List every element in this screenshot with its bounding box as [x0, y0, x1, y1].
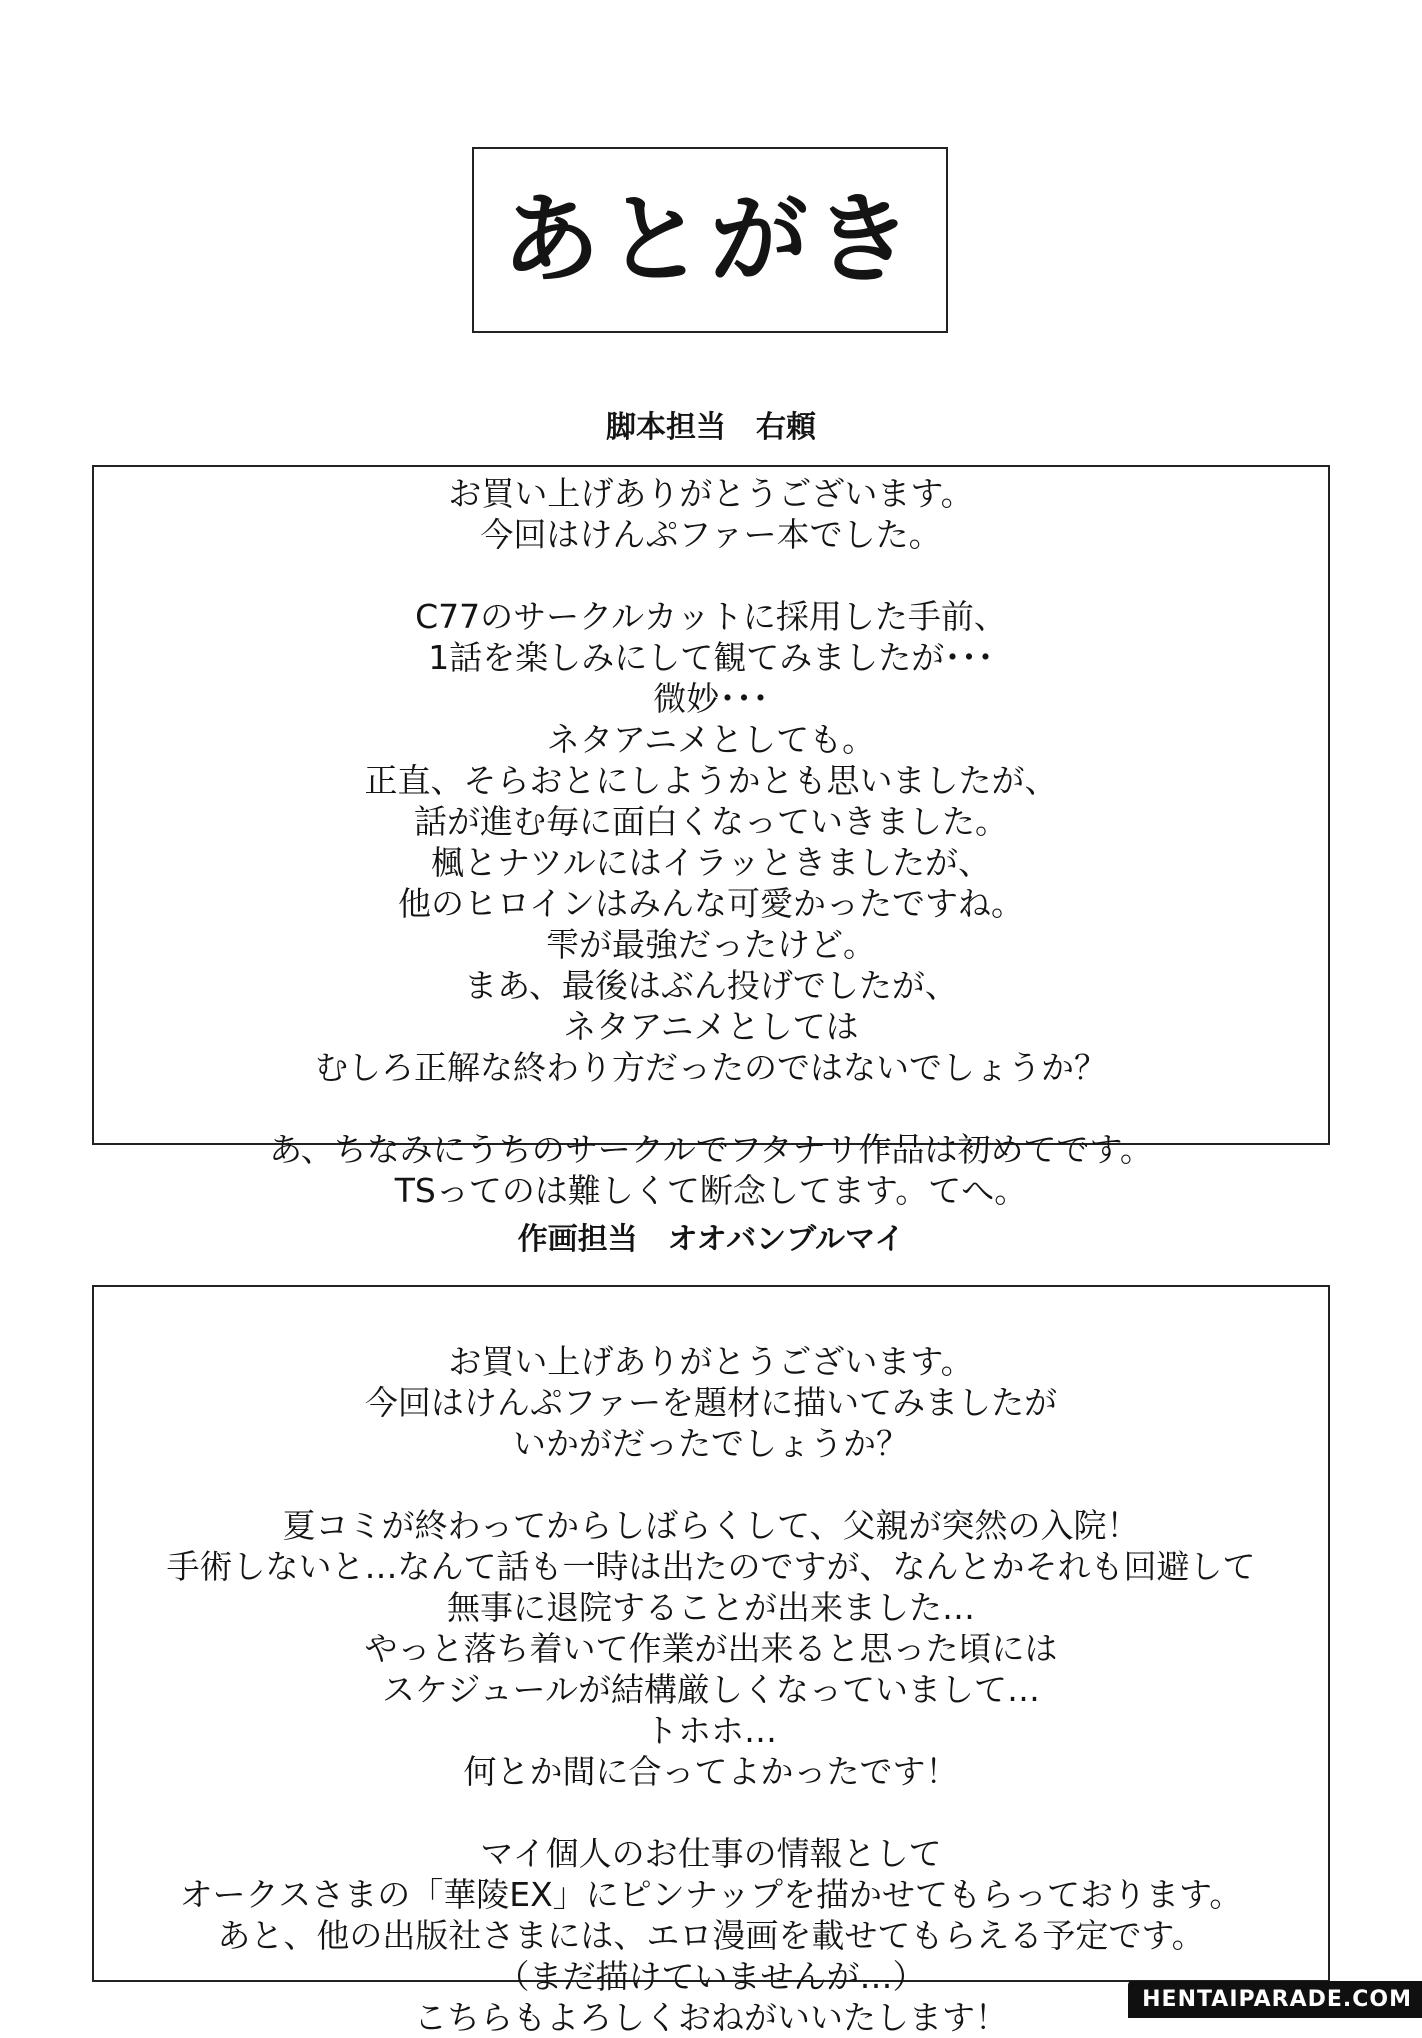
section1-line — [94, 1088, 1328, 1129]
section2-line: 夏コミが終わってからしばらくして、父親が突然の入院！ — [282, 1506, 1140, 1545]
section2-lines — [94, 1341, 1328, 2038]
section1-line: むしろ正解な終わり方だったのではないでしょうか？ — [315, 1048, 1107, 1087]
section2-line: トホホ… — [645, 1711, 777, 1750]
section2-line: マイ個人のお仕事の情報として — [480, 1834, 942, 1873]
section1-line: 1話を楽しみにして観てみましたが･･･ — [428, 638, 994, 677]
section2-line: 何とか間に合ってよかったです！ — [463, 1752, 959, 1791]
section1-line: 今回はけんぷファー本でした。 — [480, 515, 942, 554]
section1-line: C77のサークルカットに採用した手前、 — [415, 597, 1007, 636]
section1-heading: 脚本担当 右頼 — [606, 410, 816, 445]
section1-line: 雫が最強だったけど。 — [546, 925, 876, 964]
section2-line: いかがだったでしょうか？ — [513, 1424, 909, 1463]
section1-line: ネタアニメとしては — [563, 1007, 859, 1046]
page-title: あとがき — [501, 183, 918, 297]
title-box — [472, 147, 948, 333]
section1-line: まあ、最後はぶん投げでしたが、 — [464, 966, 958, 1005]
section2-line: 無事に退院することが出来ました… — [447, 1588, 975, 1627]
section1-line: 楓とナツルにはイラッときましたが、 — [430, 843, 991, 882]
section2-line: スケジュールが結構厳しくなっていまして… — [381, 1670, 1041, 1709]
section2-line: あと、他の出版社さまには、エロ漫画を載せてもらえる予定です。 — [217, 1916, 1205, 1955]
section1-line: 話が進む毎に面白くなっていきました。 — [414, 802, 1008, 841]
section1-line: TSってのは難しくて断念してます。てへ。 — [394, 1171, 1028, 1210]
section2-line — [94, 1464, 1328, 1505]
section2-line: 手術しないと…なんて話も一時は出たのですが、なんとかそれも回避して — [166, 1547, 1256, 1586]
section1-line: 微妙･･･ — [653, 679, 769, 718]
section2-line: オークスさまの「華陵EX」にピンナップを描かせてもらっております。 — [179, 1875, 1243, 1914]
section2-line: こちらもよろしくおねがいいたします！ — [414, 1998, 1008, 2037]
section2-line: お買い上げありがとうございます。 — [448, 1342, 974, 1381]
watermark-banner: HENTAIPARADE.COM — [1128, 1981, 1422, 2018]
section2-line: （まだ描けていませんが…） — [496, 1957, 926, 1996]
section2-heading: 作画担当 オオバンブルマイ — [517, 1222, 905, 1257]
section1-line: 他のヒロインはみんな可愛かったですね。 — [397, 884, 1024, 923]
section1-line: お買い上げありがとうございます。 — [448, 474, 974, 513]
section1-line — [94, 555, 1328, 596]
section2-line: やっと落ち着いて作業が出来ると思った頃には — [364, 1629, 1058, 1668]
section2-line — [94, 1792, 1328, 1833]
section1-line: ネタアニメとしても。 — [546, 720, 876, 759]
section1-text-box — [92, 465, 1330, 1210]
section1-line: 正直、そらおとにしようかとも思いましたが、 — [364, 761, 1058, 800]
section1-lines — [94, 473, 1328, 1211]
section1-line: あ、ちなみにうちのサークルでフタナリ作品は初めてです。 — [269, 1130, 1153, 1169]
section2-line: 今回はけんぷファーを題材に描いてみましたが — [364, 1383, 1058, 1422]
